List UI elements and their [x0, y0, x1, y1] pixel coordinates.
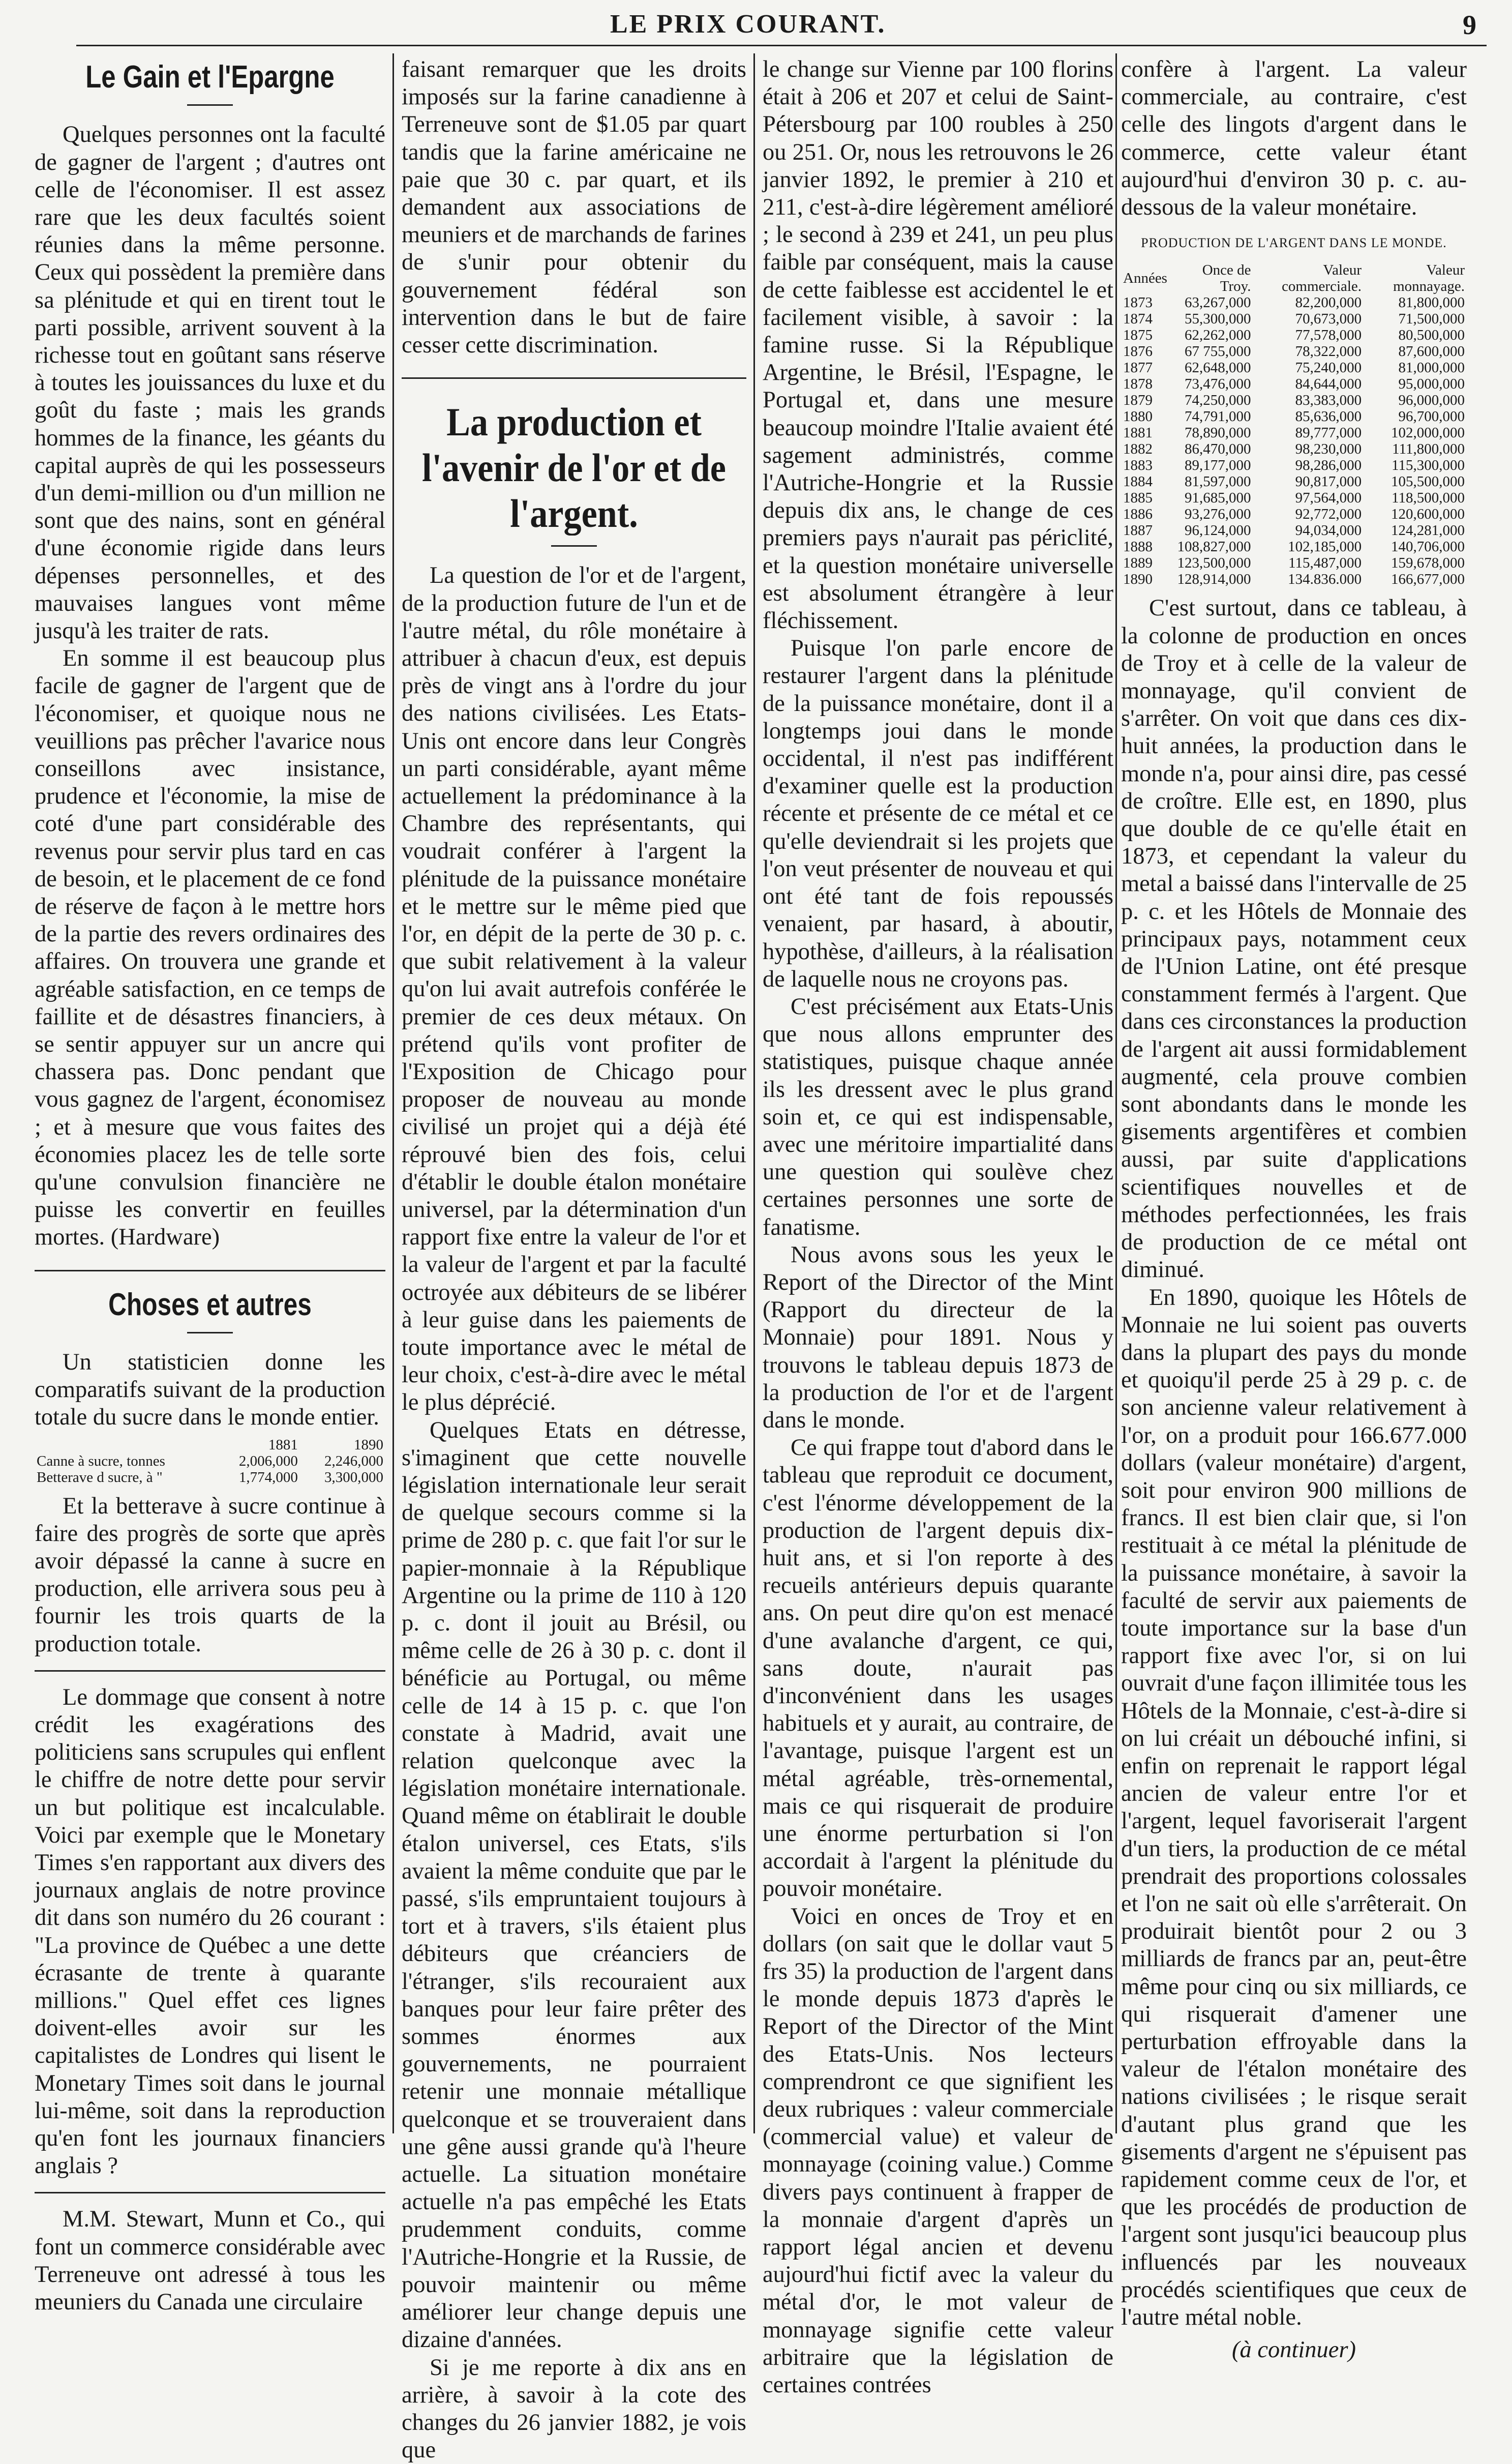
table-cell: 87,600,000 [1364, 343, 1467, 360]
table-row [1121, 506, 1467, 522]
table-cell: Canne à sucre, tonnes [35, 1453, 215, 1469]
table-header: Valeur commerciale. [1253, 262, 1364, 294]
table-row [1121, 457, 1467, 473]
silver-production-table [1121, 262, 1467, 587]
table-cell: 159,678,000 [1364, 555, 1467, 571]
table-row [1121, 343, 1467, 360]
table-cell: 1,774,000 [215, 1469, 300, 1486]
table-cell: 1885 [1121, 490, 1169, 506]
table-cell: 81,597,000 [1169, 473, 1253, 490]
table-cell: 1882 [1121, 441, 1169, 457]
table-cell: 123,500,000 [1169, 555, 1253, 571]
column-2 [402, 56, 746, 2141]
table-cell: 94,034,000 [1253, 522, 1364, 539]
table-cell: 84,644,000 [1253, 376, 1364, 392]
table-row [35, 1469, 385, 1486]
table-header: Once de Troy. [1169, 262, 1253, 294]
article-paragraph: Quelques Etats en détresse, s'imaginent que cette nouvelle législation internationale leur serait de quelque secours comme si la prime de 280 p. c. que fait l'or sur le papier-monnaie à la République Argentine ou la prime de 110 à 120 p. c. dont il jouit au Brésil, ou même celle de 26 à 30 p. c. dont il bénéficie au Portugal, ou même celle de 14 à 15 p. c. que l'on constate à Madrid, avait une relation quelconque avec la législation monétaire internationale. Quand même on établirait le double étalon universel, ces Etats, s'ils avaient la même conduite que par le passé, s'ils empruntaient toujours à tort et à travers, s'ils étaient plus débiteurs que créanciers de l'étranger, s'ils recouraient aux banques pour leur faire prêter des sommes énormes aux gouvernements, ne pourraient retenir une monnaie métallique quelconque et se trouveraient dans une gêne aussi grande qu'à l'heure actuelle. La situation monétaire actuelle n'a pas empêché les Etats prudemment conduits, comme l'Autriche-Hongrie et la Russie, de pouvoir maintenir ou même améliorer leur change depuis une dizaine d'années. [402, 1417, 746, 2354]
table-cell: 62,648,000 [1169, 360, 1253, 376]
table-cell: 118,500,000 [1364, 490, 1467, 506]
table-cell: 108,827,000 [1169, 539, 1253, 555]
item-separator [35, 1670, 385, 1672]
heading-gain-epargne: Le Gain et l'Epargne [66, 59, 354, 95]
table-row [1121, 311, 1467, 327]
article-paragraph: Un statisticien donne les comparatifs suivant de la production totale du sucre dans le monde entier. [35, 1349, 385, 1432]
column-4 [1121, 56, 1467, 2141]
table-cell: 1877 [1121, 360, 1169, 376]
article-paragraph: faisant remarquer que les droits imposés sur la farine canadienne à Terreneuve sont de $1.05 par quart tandis que la farine américaine ne paie que 30 c. par quart, et ils demandent aux associations de meuniers et de marchands de farines de s'unir pour obtenir du gouvernement fédéral son intervention dans le but de faire cesser cette discrimination. [402, 56, 746, 359]
table-cell: 105,500,000 [1364, 473, 1467, 490]
article-paragraph: Voici en onces de Troy et en dollars (on sait que le dollar vaut 5 frs 35) la production de l'argent dans le monde depuis 1873 d'après le Report of the Director of the Mint des Etats-Unis. Nos lecteurs comprendront ce que signifient les deux rubriques : valeur commerciale (commercial value) et valeur de monnayage (coining value.) Comme divers pays continuent à frapper de la monnaie d'argent d'après un rapport légal ancien et devenu aujourd'hui fictif avec la valeur du métal d'or, le mot valeur de monnayage signifie cette valeur arbitraire que la législation de certaines contrées [763, 1903, 1113, 2399]
table-cell: 111,800,000 [1364, 441, 1467, 457]
table-cell: 1879 [1121, 392, 1169, 408]
article-separator [35, 1270, 385, 1271]
table-cell: 1881 [1121, 425, 1169, 441]
continued-note: (à continuer) [1121, 2336, 1467, 2364]
table-cell: 92,772,000 [1253, 506, 1364, 522]
table-cell: 95,000,000 [1364, 376, 1467, 392]
table-cell: 90,817,000 [1253, 473, 1364, 490]
sugar-table [35, 1437, 385, 1486]
table-cell: 140,706,000 [1364, 539, 1467, 555]
table-row [1121, 441, 1467, 457]
table-row [1121, 392, 1467, 408]
article-paragraph: Nous avons sous les yeux le Report of the Director of the Mint (Rapport du directeur de la Monnaie) pour 1891. Nous y trouvons le tableau depuis 1873 de la production de l'or et de l'argent dans le monde. [763, 1241, 1113, 1434]
table-cell: 75,240,000 [1253, 360, 1364, 376]
table-cell: 96,000,000 [1364, 392, 1467, 408]
table-cell: 74,250,000 [1169, 392, 1253, 408]
table-cell: 89,777,000 [1253, 425, 1364, 441]
table-caption: PRODUCTION DE L'ARGENT DANS LE MONDE. [1121, 229, 1467, 257]
table-cell: 96,700,000 [1364, 408, 1467, 425]
table-cell: 89,177,000 [1169, 457, 1253, 473]
table-row [35, 1453, 385, 1469]
article-paragraph: Si je me reporte à dix ans en arrière, à savoir à la cote des changes du 26 janvier 1882, je vois que [402, 2354, 746, 2464]
table-cell: 1886 [1121, 506, 1169, 522]
heading-rule [187, 104, 233, 106]
table-row [1121, 539, 1467, 555]
table-cell: Betterave d sucre, à " [35, 1469, 215, 1486]
column-1 [35, 56, 385, 2141]
table-cell: 102,185,000 [1253, 539, 1364, 555]
table-cell: 98,230,000 [1253, 441, 1364, 457]
table-cell: 1888 [1121, 539, 1169, 555]
table-cell: 80,500,000 [1364, 327, 1467, 343]
table-cell: 63,267,000 [1169, 294, 1253, 311]
table-cell: 70,673,000 [1253, 311, 1364, 327]
table-cell: 81,000,000 [1364, 360, 1467, 376]
table-cell: 74,791,000 [1169, 408, 1253, 425]
table-row [1121, 490, 1467, 506]
table-cell: 85,636,000 [1253, 408, 1364, 425]
table-cell: 62,262,000 [1169, 327, 1253, 343]
article-paragraph: Puisque l'on parle encore de restaurer l'argent dans la plénitude de la puissance monétaire, dont il a longtemps joui dans le monde occidental, il n'est pas indifférent d'examiner quelle est la production récente et présente de ce métal et ce qu'elle deviendrait si les projets que l'on veut présenter de nouveau et qui ont été tant de fois repoussés venaient, par hasard, à aboutir, hypothèse, d'ailleurs, à la réalisation de laquelle nous ne croyons pas. [763, 635, 1113, 993]
table-cell: 120,600,000 [1364, 506, 1467, 522]
table-row [1121, 408, 1467, 425]
table-header: Années [1121, 262, 1169, 294]
table-cell: 86,470,000 [1169, 441, 1253, 457]
table-cell: 91,685,000 [1169, 490, 1253, 506]
table-cell: 1880 [1121, 408, 1169, 425]
table-cell: 97,564,000 [1253, 490, 1364, 506]
column-divider [753, 53, 755, 2133]
article-paragraph: Le dommage que consent à notre crédit les exagérations des politiciens sans scrupules qui enflent le chiffre de notre dette pour servir un but politique est incalculable. Voici par exemple que le Monetary Times s'en rapportant aux divers des journaux anglais de notre province dit dans son numéro du 26 courant : "La province de Québec a une dette écrasante de trente à quarante millions." Quel effet ces lignes doivent-elles avoir sur les capitalistes de Londres qui lisent le Monetary Times soit dans le journal lui-même, soit dans la reproduction qu'en font les journaux financiers anglais ? [35, 1684, 385, 2180]
table-cell: 1876 [1121, 343, 1169, 360]
article-paragraph: le change sur Vienne par 100 florins était à 206 et 207 et celui de Saint-Pétersbourg par 100 roubles à 250 ou 251. Or, nous les retrouvons le 26 janvier 1892, le premier à 210 et 211, c'est-à-dire légèrement amélioré ; le second à 239 et 241, un peu plus faible par conséquent, mais la cause de cette faiblesse est accidentel le et facilement visible, à savoir : la famine russe. Si la République Argentine, le Brésil, l'Espagne, le Portugal et, dans une mesure beaucoup moindre l'Italie avaient été sagement administrés, comme l'Autriche-Hongrie et la Russie depuis dix ans, le change de ces premiers pays n'aurait pas périclité, et la question monétaire universelle est absolument étrangère à leur fléchissement. [763, 56, 1113, 635]
article-paragraph: En somme il est beaucoup plus facile de gagner de l'argent que de l'économiser, et quoique nous ne veuillions pas prêcher l'avarice nous conseillons avec insistance, prudence et l'économie, la mise de coté d'une part considérable des revenus pour servir plus tard en cas de besoin, et le placement de ce fond de réserve de façon à le mettre hors de la partie des revers ordinaires des affaires. On trouvera une grande et agréable satisfaction, en ce temps de faillite et de désastres financiers, à se sentir appuyer sur un ancre qui chassera pas. Donc pendant que vous gagnez de l'argent, économisez ; et à mesure que vous faites des économies placez les de telle sorte qu'une convulsion financière ne puisse les convertir en feuilles mortes. (Hardware) [35, 645, 385, 1251]
article-paragraph: C'est précisément aux Etats-Unis que nous allons emprunter des statistiques, puisque chaque année ils les dressent avec le plus grand soin et, ce qui est indispensable, avec une méritoire impartialité dans une question qui soulève chez certaines personnes une sorte de fanatisme. [763, 993, 1113, 1241]
table-cell: 2,246,000 [300, 1453, 385, 1469]
table-row [1121, 376, 1467, 392]
table-cell: 77,578,000 [1253, 327, 1364, 343]
table-header [35, 1437, 215, 1453]
table-cell: 1890 [1121, 571, 1169, 587]
table-cell: 166,677,000 [1364, 571, 1467, 587]
table-cell: 96,124,000 [1169, 522, 1253, 539]
table-cell: 67 755,000 [1169, 343, 1253, 360]
article-paragraph: Et la betterave à sucre continue à faire des progrès de sorte que après avoir dépassé la canne à sucre en production, elle arrivera sous peu à fournir les trois quarts de la production totale. [35, 1493, 385, 1658]
table-cell: 134.836.000 [1253, 571, 1364, 587]
table-cell: 78,890,000 [1169, 425, 1253, 441]
table-row [1121, 425, 1467, 441]
table-row [1121, 522, 1467, 539]
table-cell: 115,300,000 [1364, 457, 1467, 473]
table-row [1121, 571, 1467, 587]
heading-choses-autres: Choses et autres [70, 1287, 350, 1323]
table-row [1121, 473, 1467, 490]
article-paragraph: Quelques personnes ont la faculté de gagner de l'argent ; d'autres ont celle de l'économiser. Il est assez rare que les deux facultés soient réunies dans la même personne. Ceux qui possèdent la première dans sa plénitude et qui en tirent tout le parti possible, arrivent souvent à la richesse tout en goûtant sans réserve à toutes les jouissances du luxe et du goût du faste ; mais les grands hommes de la finance, les géants du capital auprès de qui les possesseurs d'un demi-million ou d'un million ne sont que des nains, sont en général d'une économie rigide dans leurs dépenses personnelles, et des mauvaises langues vont même jusqu'à les traiter de rats. [35, 121, 385, 645]
page-header [0, 0, 1512, 51]
article-separator [402, 377, 746, 379]
table-header: 1890 [300, 1437, 385, 1453]
table-cell: 1875 [1121, 327, 1169, 343]
heading-production-or-argent: La production et l'avenir de l'or et de l'argent. [419, 399, 729, 536]
table-cell: 78,322,000 [1253, 343, 1364, 360]
table-cell: 55,300,000 [1169, 311, 1253, 327]
table-cell: 1883 [1121, 457, 1169, 473]
article-paragraph: Ce qui frappe tout d'abord dans le tableau que reproduit ce document, c'est l'énorme développement de la production de l'argent depuis dix-huit ans, et si l'on reporte à des recueils antérieurs depuis quarante ans. On peut dire qu'on est menacé d'une avalanche d'argent, ce qui, sans doute, n'aurait pas d'inconvénient dans les usages habituels et y aurait, au contraire, de l'avantage, puisque l'argent est un métal agréable, très-ornemental, mais ce qui risquerait de produire une énorme perturbation si l'on accordait à l'argent la plénitude du pouvoir monétaire. [763, 1434, 1113, 1903]
column-3 [763, 56, 1113, 2141]
table-cell: 2,006,000 [215, 1453, 300, 1469]
item-separator [35, 2192, 385, 2193]
table-cell: 1878 [1121, 376, 1169, 392]
table-cell: 93,276,000 [1169, 506, 1253, 522]
header-rule [76, 45, 1487, 46]
table-row [1121, 360, 1467, 376]
table-cell: 98,286,000 [1253, 457, 1364, 473]
article-paragraph: confère à l'argent. La valeur commerciale, au contraire, c'est celle des lingots d'argent dans le commerce, cette valeur étant aujourd'hui d'environ 30 p. c. au-dessous de la valeur monétaire. [1121, 56, 1467, 221]
column-divider [1115, 53, 1117, 2133]
page-number: 9 [1463, 9, 1476, 41]
article-paragraph: En 1890, quoique les Hôtels de Monnaie ne lui soient pas ouverts dans la plupart des pays du monde et quoiqu'il perde 25 à 29 p. c. de son ancienne valeur relativement à l'or, on a produit pour 166.677.000 dollars (valeur monétaire) d'argent, soit pour environ 900 millions de francs. Il est bien clair que, si l'on restituait à ce métal la plénitude de la puissance monétaire, à savoir la faculté de servir aux paiements de toute importance sur la base d'un rapport fixe avec l'or, si on lui ouvrait d'une façon illimitée tous les Hôtels de la Monnaie, c'est-à-dire si on lui créait un débouché infini, si enfin on reprenait le rapport légal ancien de valeur entre l'or et l'argent, lequel favoriserait l'argent d'un tiers, la production de ce métal prendrait des proportions colossales et l'on ne sait où elle s'arrêterait. On produirait bientôt pour 2 ou 3 milliards de francs par an, peut-être même pour cinq ou six milliards, ce qui risquerait d'amener une perturbation effroyable dans la valeur de l'étalon monétaire des nations civilisées ; le risque serait d'autant plus grand que les gisements d'argent ne s'épuisent pas rapidement comme ceux de l'or, et que les procédés de production de l'argent sont jusqu'ici beaucoup plus influencés par les nouveaux procédés scientifiques que ceux de l'autre métal noble. [1121, 1284, 1467, 2332]
newspaper-title: LE PRIX COURANT. [610, 9, 886, 39]
table-header-row [1121, 262, 1467, 294]
table-cell: 1884 [1121, 473, 1169, 490]
table-row [1121, 294, 1467, 311]
table-cell: 1887 [1121, 522, 1169, 539]
heading-rule [187, 1332, 233, 1333]
table-cell: 102,000,000 [1364, 425, 1467, 441]
table-header: Valeur monnayage. [1364, 262, 1467, 294]
article-paragraph: C'est surtout, dans ce tableau, à la colonne de production en onces de Troy et à celle de la valeur de monnayage, qu'il convient de s'arrêter. On voit que dans ces dix-huit années, la production dans le monde n'a, pour ainsi dire, pas cessé de croître. Elle est, en 1890, plus que double de ce qu'elle était en 1873, et cependant la valeur du metal a baissé dans l'intervalle de 25 p. c. et les Hôtels de Monnaie des principaux pays, notamment ceux de l'Union Latine, ont été presque constamment fermés à l'argent. Que dans ces circonstances la production de l'argent ait aussi formidablement augmenté, cela prouve combien sont abondants dans le monde les gisements argentifères et combien aussi, par suite d'applications scientifiques nouvelles et de méthodes perfectionnées, les frais de production de ce métal ont diminué. [1121, 595, 1467, 1284]
table-cell: 83,383,000 [1253, 392, 1364, 408]
column-divider [392, 53, 394, 2133]
table-cell: 1874 [1121, 311, 1169, 327]
table-cell: 3,300,000 [300, 1469, 385, 1486]
table-cell: 71,500,000 [1364, 311, 1467, 327]
table-cell: 124,281,000 [1364, 522, 1467, 539]
table-cell: 81,800,000 [1364, 294, 1467, 311]
table-cell: 128,914,000 [1169, 571, 1253, 587]
heading-rule [551, 545, 597, 547]
table-row [1121, 555, 1467, 571]
table-cell: 82,200,000 [1253, 294, 1364, 311]
table-header-row [35, 1437, 385, 1453]
table-row [1121, 327, 1467, 343]
table-header: 1881 [215, 1437, 300, 1453]
table-cell: 1889 [1121, 555, 1169, 571]
table-cell: 115,487,000 [1253, 555, 1364, 571]
table-cell: 73,476,000 [1169, 376, 1253, 392]
table-cell: 1873 [1121, 294, 1169, 311]
article-paragraph: La question de l'or et de l'argent, de la production future de l'un et de l'autre métal, du rôle monétaire à attribuer à chacun d'eux, est depuis près de vingt ans à l'ordre du jour des nations civilisées. Les Etats-Unis ont encore dans leur Congrès un parti considérable, ayant même actuellement la prédominance à la Chambre des représentants, qui voudrait conférer à l'argent la plénitude de la puissance monétaire et le mettre sur le même pied que l'or, en dépit de la perte de 30 p. c. que subit relativement à la valeur qu'on lui avait autrefois conférée le premier de ces deux métaux. On prétend qu'ils vont profiter de l'Exposition de Chicago pour proposer de nouveau au monde civilisé un projet qui a déjà été réprouvé bien des fois, celui d'établir le double étalon monétaire universel, par la détermination d'un rapport fixe entre la valeur de l'or et la valeur de l'argent et par la faculté octroyée aux débiteurs de se libérer à leur guise dans les paiements de toute importance avec le métal de leur choix, c'est-à-dire avec le métal le plus déprécié. [402, 562, 746, 1416]
article-paragraph: M.M. Stewart, Munn et Co., qui font un commerce considérable avec Terreneuve ont adressé à tous les meuniers du Canada une circulaire [35, 2206, 385, 2316]
